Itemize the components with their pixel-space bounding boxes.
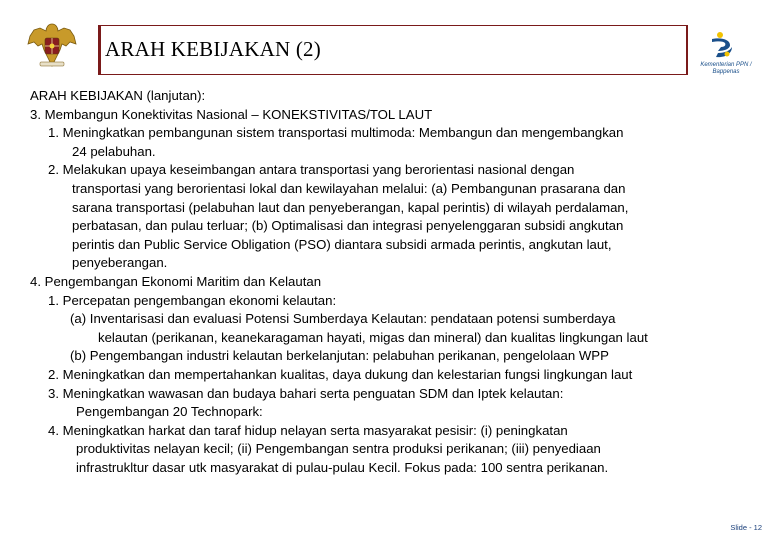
- body-line: 3. Membangun Konektivitas Nasional – KONEKSTIVITAS/TOL LAUT: [30, 106, 433, 122]
- body-line: 1. Percepatan pengembangan ekonomi kelautan:: [48, 292, 337, 308]
- slide-number: Slide - 12: [730, 523, 762, 532]
- body-line: (b) Pengembangan industri kelautan berkelanjutan: pelabuhan perikanan, pengelolaan WPP: [70, 348, 609, 364]
- body-line: kelautan (perikanan, keanekaragaman hayati, migas dan mineral) dan kualitas lingkungan laut: [98, 329, 648, 345]
- body-line: (a) Inventarisasi dan evaluasi Potensi Sumberdaya Kelautan: pendataan potensi sumberdaya: [70, 311, 616, 327]
- body-line: produktivitas nelayan kecil; (ii) Pengembangan sentra produksi perikanan; (iii) penyediaan: [76, 441, 601, 457]
- logo-caption-line-1: Kementerian PPN /: [700, 62, 752, 68]
- title-box: [98, 25, 688, 75]
- page-title: ARAH KEBIJAKAN (2): [105, 37, 321, 61]
- body-line: 24 pelabuhan.: [72, 143, 156, 159]
- body-line: 3. Meningkatkan wawasan dan budaya bahari serta penguatan SDM dan Iptek kelautan:: [48, 385, 564, 401]
- body-line: ARAH KEBIJAKAN (lanjutan):: [30, 88, 206, 103]
- slide-body: [30, 87, 770, 477]
- logo-caption-line-2: Bappenas: [712, 69, 740, 75]
- body-line: sarana transportasi (pelabuhan laut dan penyeberangan, kapal perintis) di wilayah perdalaman,: [72, 199, 629, 215]
- body-line: perintis dan Public Service Obligation (PSO) diantara subsidi armada perintis, angkutan laut,: [72, 236, 612, 252]
- body-line: 4. Pengembangan Ekonomi Maritim dan Kelautan: [30, 273, 322, 289]
- body-line: infrastrukltur dasar utk masyarakat di pulau-pulau Kecil. Fokus pada: 100 sentra perikanan.: [76, 459, 609, 475]
- body-line: transportasi yang berorientasi lokal dan kewilayahan melalui: (a) Pembangunan prasarana dan: [72, 180, 626, 196]
- logo-caption: [692, 62, 760, 76]
- body-line: 4. Meningkatkan harkat dan taraf hidup nelayan serta masyarakat pesisir: (i) peningkatan: [48, 422, 568, 438]
- body-line: 2. Meningkatkan dan mempertahankan kualitas, daya dukung dan kelestarian fungsi lingkungan laut: [48, 366, 633, 382]
- body-line: 1. Meningkatkan pembangunan sistem transportasi multimoda: Membangun dan mengembangkan: [48, 125, 624, 141]
- garuda-emblem-icon: [24, 20, 80, 70]
- body-line: Pengembangan 20 Technopark:: [76, 404, 263, 420]
- body-line: penyeberangan.: [72, 255, 168, 271]
- body-line: perbatasan, dan pulau terluar; (b) Optimalisasi dan integrasi penyelenggaran subsidi angkutan: [72, 218, 624, 234]
- body-line: 2. Melakukan upaya keseimbangan antara transportasi yang berorientasi nasional dengan: [48, 162, 575, 178]
